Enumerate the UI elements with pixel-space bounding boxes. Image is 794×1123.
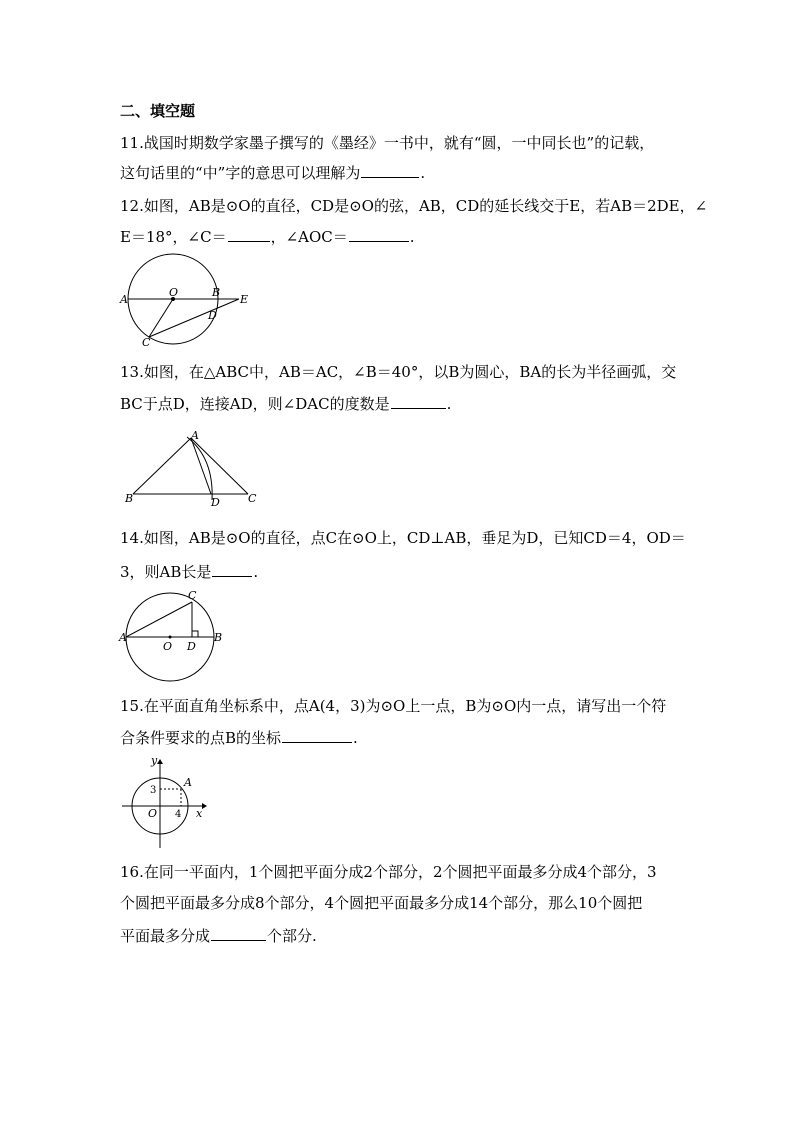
- q14-label-a: A: [119, 631, 127, 644]
- q15-line-2: [120, 727, 700, 748]
- q12-line-oc: [149, 299, 173, 337]
- q14-answer-blank[interactable]: [212, 561, 252, 577]
- q11-end: .: [420, 164, 426, 182]
- q16-answer-blank[interactable]: [211, 925, 266, 941]
- q15-label-o: O: [148, 807, 158, 820]
- q14-center-dot: [169, 636, 172, 639]
- q15-label-3: 3: [150, 785, 157, 796]
- q14-label-d: D: [187, 640, 196, 653]
- q15-label-y: y: [151, 754, 158, 767]
- q16-line-3: [120, 925, 700, 946]
- q12-label-c: C: [142, 336, 151, 349]
- q14-figure: [118, 590, 228, 682]
- q12-line-1: 12.如图，AB是⊙O的直径，CD是⊙O的弦，AB，CD的延长线交于E，若AB＝2DE，∠: [120, 197, 708, 215]
- q12-text-b: ，∠AOC＝: [270, 228, 348, 246]
- q11-text: 这句话里的“中”字的意思可以理解为: [120, 164, 361, 182]
- q13-line-ac: [191, 438, 248, 494]
- q12-figure: [115, 255, 265, 350]
- q11-line-1: 11.战国时期数学家墨子撰写的《墨经》一书中，就有“圆，一中同长也”的记载，: [120, 134, 655, 152]
- section-title: 二、填空题: [120, 102, 196, 120]
- q11-answer-blank[interactable]: [361, 162, 419, 178]
- q16-text-a: 平面最多分成: [120, 927, 211, 945]
- q13-line-1: 13.如图，在△ABC中，AB＝AC，∠B＝40°，以B为圆心，BA的长为半径画弧，交: [120, 363, 677, 381]
- q11-line-2: [120, 162, 700, 183]
- q13-line-ab: [133, 438, 191, 494]
- q13-label-c: C: [248, 492, 257, 505]
- q15-line-1: 15.在平面直角坐标系中，点A(4，3)为⊙O上一点，B为⊙O内一点，请写出一个符: [120, 697, 667, 715]
- q13-end: .: [446, 395, 452, 413]
- q13-label-d: D: [211, 496, 220, 509]
- q15-text: 合条件要求的点B的坐标: [120, 729, 282, 747]
- q15-end: .: [353, 729, 358, 747]
- q14-label-o: O: [163, 640, 173, 653]
- q13-answer-blank[interactable]: [391, 393, 446, 409]
- q14-right-angle: [192, 631, 198, 637]
- q15-label-x: x: [196, 807, 203, 820]
- q12-label-b: B: [212, 286, 221, 299]
- q15-label-a: A: [184, 776, 192, 789]
- q12-label-a: A: [120, 293, 128, 306]
- q13-label-b: B: [125, 492, 134, 505]
- q16-line-1: 16.在同一平面内，1个圆把平面分成2个部分，2个圆把平面最多分成4个部分，3: [120, 863, 657, 881]
- q14-label-b: B: [214, 631, 223, 644]
- q12-end: .: [409, 228, 415, 246]
- q14-text: 3，则AB长是: [120, 563, 212, 581]
- q15-figure: [118, 755, 213, 850]
- q14-end: .: [253, 563, 259, 581]
- q15-x-arrow: [202, 803, 207, 809]
- q12-line-2: [120, 226, 700, 247]
- q12-label-o: O: [169, 286, 179, 299]
- q15-y-arrow: [157, 759, 163, 764]
- q13-line-2: [120, 393, 700, 414]
- q16-text-b: 个部分.: [267, 927, 317, 945]
- q14-line-ac: [126, 602, 192, 637]
- q13-text: BC于点D，连接AD，则∠DAC的度数是: [120, 395, 390, 413]
- q14-label-c: C: [188, 589, 197, 602]
- q13-figure: [120, 428, 265, 510]
- q15-answer-blank[interactable]: [282, 727, 352, 743]
- q13-label-a: A: [191, 429, 199, 442]
- q12-line-ce: [149, 299, 239, 337]
- q14-line-1: 14.如图，AB是⊙O的直径，点C在⊙O上，CD⊥AB，垂足为D，已知CD＝4，OD＝: [120, 529, 686, 547]
- q14-line-2: [120, 561, 700, 582]
- q12-text-a: E＝18°，∠C＝: [120, 228, 227, 246]
- q16-line-2: 个圆把平面最多分成8个部分，4个圆把平面最多分成14个部分，那么10个圆把: [120, 894, 643, 912]
- q12-answer-blank-aoc[interactable]: [349, 226, 409, 242]
- q15-label-4: 4: [175, 809, 182, 820]
- q12-label-d: D: [208, 309, 217, 322]
- q12-label-e: E: [240, 293, 249, 306]
- q12-answer-blank-c[interactable]: [228, 226, 270, 242]
